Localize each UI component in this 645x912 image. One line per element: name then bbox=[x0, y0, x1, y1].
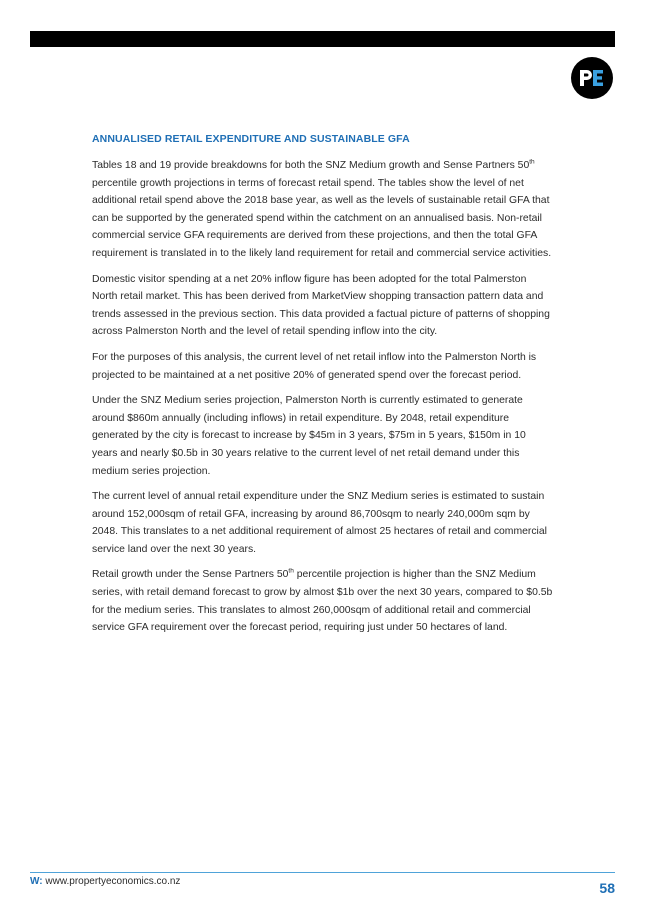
paragraph: For the purposes of this analysis, the current level of net retail inflow into the Palmerston North is projected to be maintained at a net positive 20% of generated spend over the forecast period. bbox=[92, 351, 537, 381]
website-link[interactable]: www.propertyeconomics.co.nz bbox=[45, 876, 181, 887]
pe-logo-icon bbox=[578, 68, 606, 88]
paragraph: Tables 18 and 19 provide breakdowns for both the SNZ Medium growth and Sense Partners 50th percentile growth projections in terms of forecast retail spend. The tables show the level of net additional retail spend above the 2018 base year, as well as the levels of sustainable retail GFA that can be supported by the generated spend within the catchment on an annualised basis. Non-retail commercial service GFA requirements are derived from these projections, and then the total GFA requirement is translated in to the likely land requirement for retail and commercial service activities. bbox=[92, 158, 552, 259]
paragraph: Retail growth under the Sense Partners 50th percentile projection is higher than the SNZ Medium series, with retail demand forecast to grow by almost $1b over the next 30 years, compared to $0.5b for the medium series. This translates to almost 260,000sqm of additional retail and commercial service GFA requirement over the forecast period, requiring just under 50 hectares of land. bbox=[92, 568, 553, 634]
section-heading: ANNUALISED RETAIL EXPENDITURE AND SUSTAINABLE GFA bbox=[92, 133, 410, 145]
paragraph: Domestic visitor spending at a net 20% inflow figure has been adopted for the total Palmerston North retail market. This has been derived from MarketView shopping transaction pattern data and trends assessed in the previous section. This data provided a factual picture of patterns of shopping across Palmerston North and the level of retail spending inflow into the city. bbox=[92, 273, 550, 338]
paragraph: The current level of annual retail expenditure under the SNZ Medium series is estimated to sustain around 152,000sqm of retail GFA, increasing by around 86,700sqm to nearly 240,000m sqm by 2048. This translates to a net additional requirement of almost 25 hectares of retail and commercial service land over the next 30 years. bbox=[92, 491, 547, 555]
footer-divider bbox=[30, 872, 615, 873]
page-number: 58 bbox=[599, 880, 615, 896]
company-logo bbox=[571, 57, 613, 99]
paragraph: Under the SNZ Medium series projection, Palmerston North is currently estimated to generate around $860m annually (including inflows) in retail expenditure. By 2048, retail expenditure generated by the city is forecast to increase by $45m in 3 years, $75m in 5 years, $150m in 10 years and nearly $0.5b in 30 years relative to the current level of net retail demand under this medium series projection. bbox=[92, 395, 526, 477]
web-label: W: bbox=[30, 876, 43, 887]
header-bar bbox=[30, 31, 615, 47]
footer-website bbox=[30, 876, 180, 887]
main-content bbox=[92, 133, 553, 645]
